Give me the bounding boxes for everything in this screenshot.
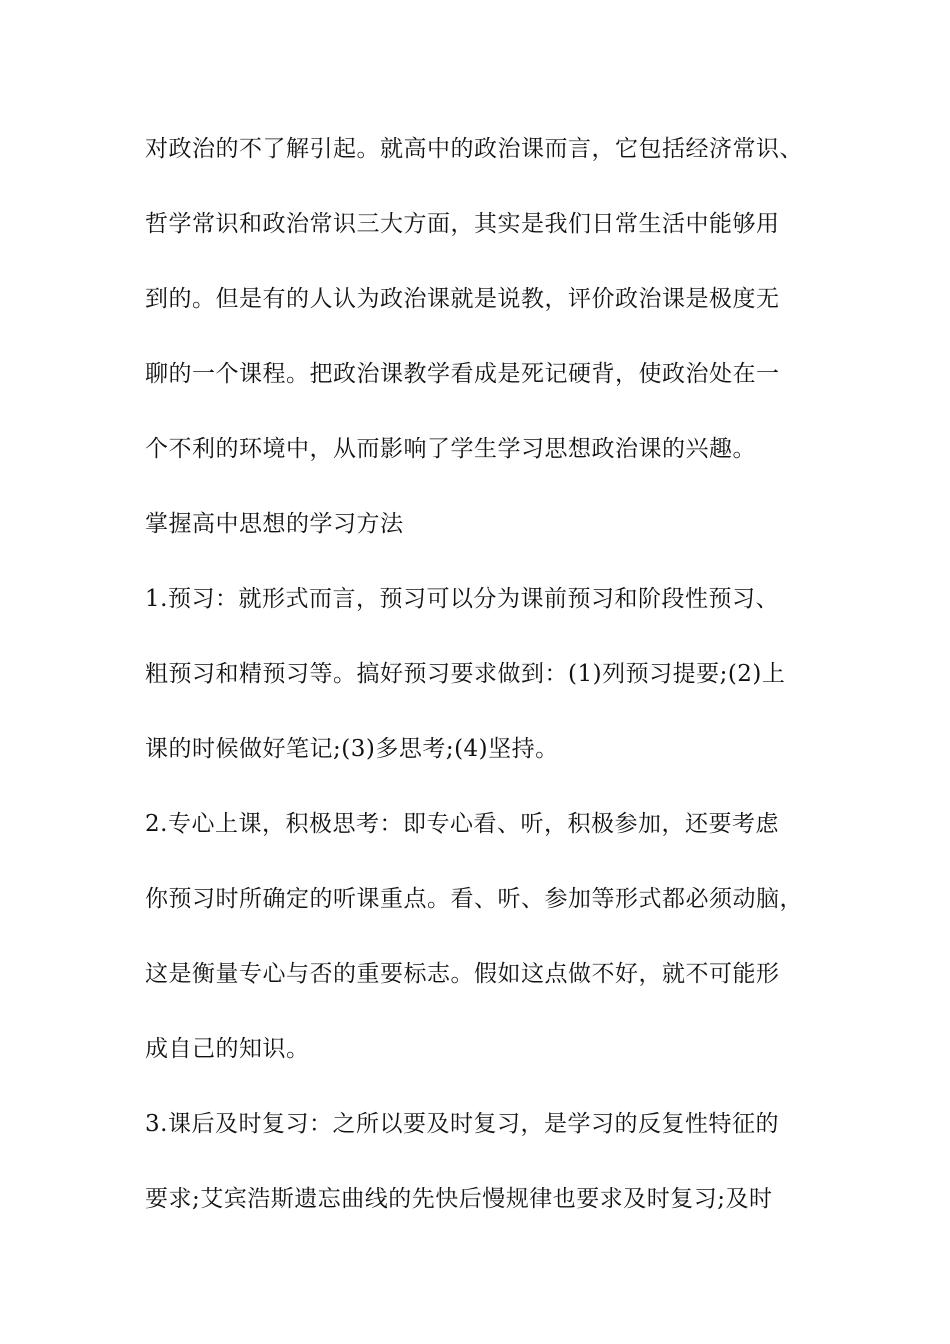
paragraph-line: 粗预习和精预习等。搞好预习要求做到：(1)列预习提要;(2)上 — [145, 661, 786, 687]
paragraph-line: 对政治的不了解引起。就高中的政治课而言，它包括经济常识、 — [145, 136, 803, 162]
paragraph-line: 哲学常识和政治常识三大方面，其实是我们日常生活中能够用 — [145, 211, 780, 237]
paragraph-line: 你预习时所确定的听课重点。看、听、参加等形式都必须动脑， — [145, 886, 803, 912]
section-heading: 掌握高中思想的学习方法 — [145, 511, 404, 537]
paragraph-line: 要求;艾宾浩斯遗忘曲线的先快后慢规律也要求及时复习;及时 — [145, 1186, 773, 1212]
paragraph-line: 这是衡量专心与否的重要标志。假如这点做不好，就不可能形 — [145, 961, 780, 987]
paragraph-line: 聊的一个课程。把政治课教学看成是死记硬背，使政治处在一 — [145, 361, 780, 387]
paragraph-line: 1.预习：就形式而言，预习可以分为课前预习和阶段性预习、 — [145, 586, 779, 612]
paragraph-line: 个不利的环境中，从而影响了学生学习思想政治课的兴趣。 — [145, 436, 756, 462]
paragraph-line: 到的。但是有的人认为政治课就是说教，评价政治课是极度无 — [145, 286, 780, 312]
paragraph-line: 3.课后及时复习：之所以要及时复习，是学习的反复性特征的 — [145, 1111, 779, 1137]
paragraph-line: 课的时候做好笔记;(3)多思考;(4)坚持。 — [145, 736, 559, 762]
paragraph-line: 2.专心上课，积极思考：即专心看、听，积极参加，还要考虑 — [145, 811, 779, 837]
paragraph-line: 成自己的知识。 — [145, 1036, 310, 1062]
